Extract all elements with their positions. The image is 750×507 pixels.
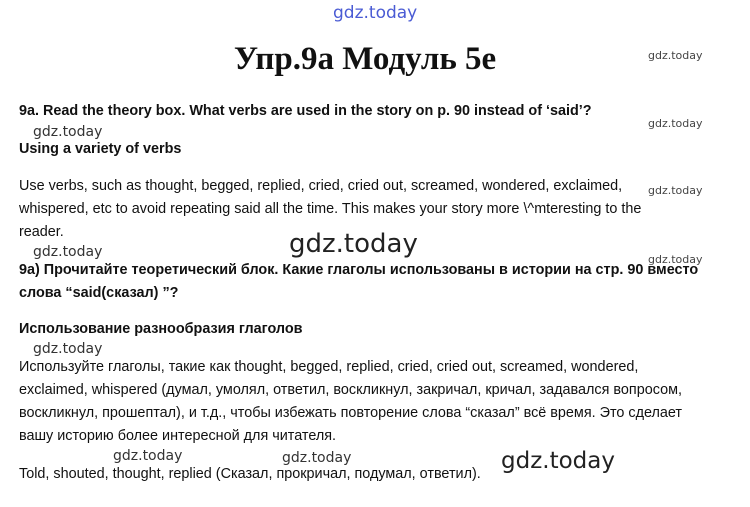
watermark-bottom-right: gdz.today [501, 448, 615, 474]
russian-task-heading: слова “said(сказал) ”? [19, 285, 179, 301]
page-title: Упр.9а Модуль 5е [233, 41, 497, 77]
english-box-title: Using a variety of verbs [19, 141, 182, 157]
russian-body-line: вашу историю более интересной для читателя. [19, 428, 337, 444]
watermark-bottom-2: gdz.today [282, 450, 352, 466]
watermark-right-4: gdz.today [648, 253, 703, 266]
russian-body-line: Используйте глаголы, такие как thought, begged, replied, cried, cried out, screamed, wondered, [19, 359, 639, 375]
watermark-right-1: gdz.today [648, 49, 703, 62]
watermark-top: gdz.today [333, 3, 418, 23]
russian-task-heading: 9а) Прочитайте теоретический блок. Какие глаголы использованы в истории на стр. 90 вместо [19, 262, 699, 278]
english-body-line: whispered, etc to avoid repeating said all the time. This makes your story more \^mteresting to the [19, 201, 642, 217]
watermark-right-2: gdz.today [648, 117, 703, 130]
russian-body-line: exclaimed, whispered (думал, умолял, ответил, воскликнул, закричал, кричал, задавался вопросом, [19, 382, 682, 398]
russian-body-line: воскликнул, прошептал), и т.д., чтобы избежать повторение слова “сказал” всё время. Это сделает [19, 405, 683, 421]
russian-box-title: Использование разнообразия глаголов [19, 321, 303, 337]
english-body-line: reader. [19, 224, 64, 240]
watermark-left-1: gdz.today [33, 124, 103, 140]
answer-text: Told, shouted, thought, replied (Сказал, прокричал, подумал, ответил). [19, 466, 481, 482]
watermark-left-2: gdz.today [33, 244, 103, 260]
watermark-center: gdz.today [289, 229, 418, 259]
watermark-bottom-1: gdz.today [113, 448, 183, 464]
english-body-line: Use verbs, such as thought, begged, replied, cried, cried out, screamed, wondered, exclaimed, [19, 178, 623, 194]
english-task-heading: 9a. Read the theory box. What verbs are used in the story on p. 90 instead of ‘said’? [19, 103, 592, 119]
watermark-right-3: gdz.today [648, 184, 703, 197]
watermark-left-3: gdz.today [33, 341, 103, 357]
